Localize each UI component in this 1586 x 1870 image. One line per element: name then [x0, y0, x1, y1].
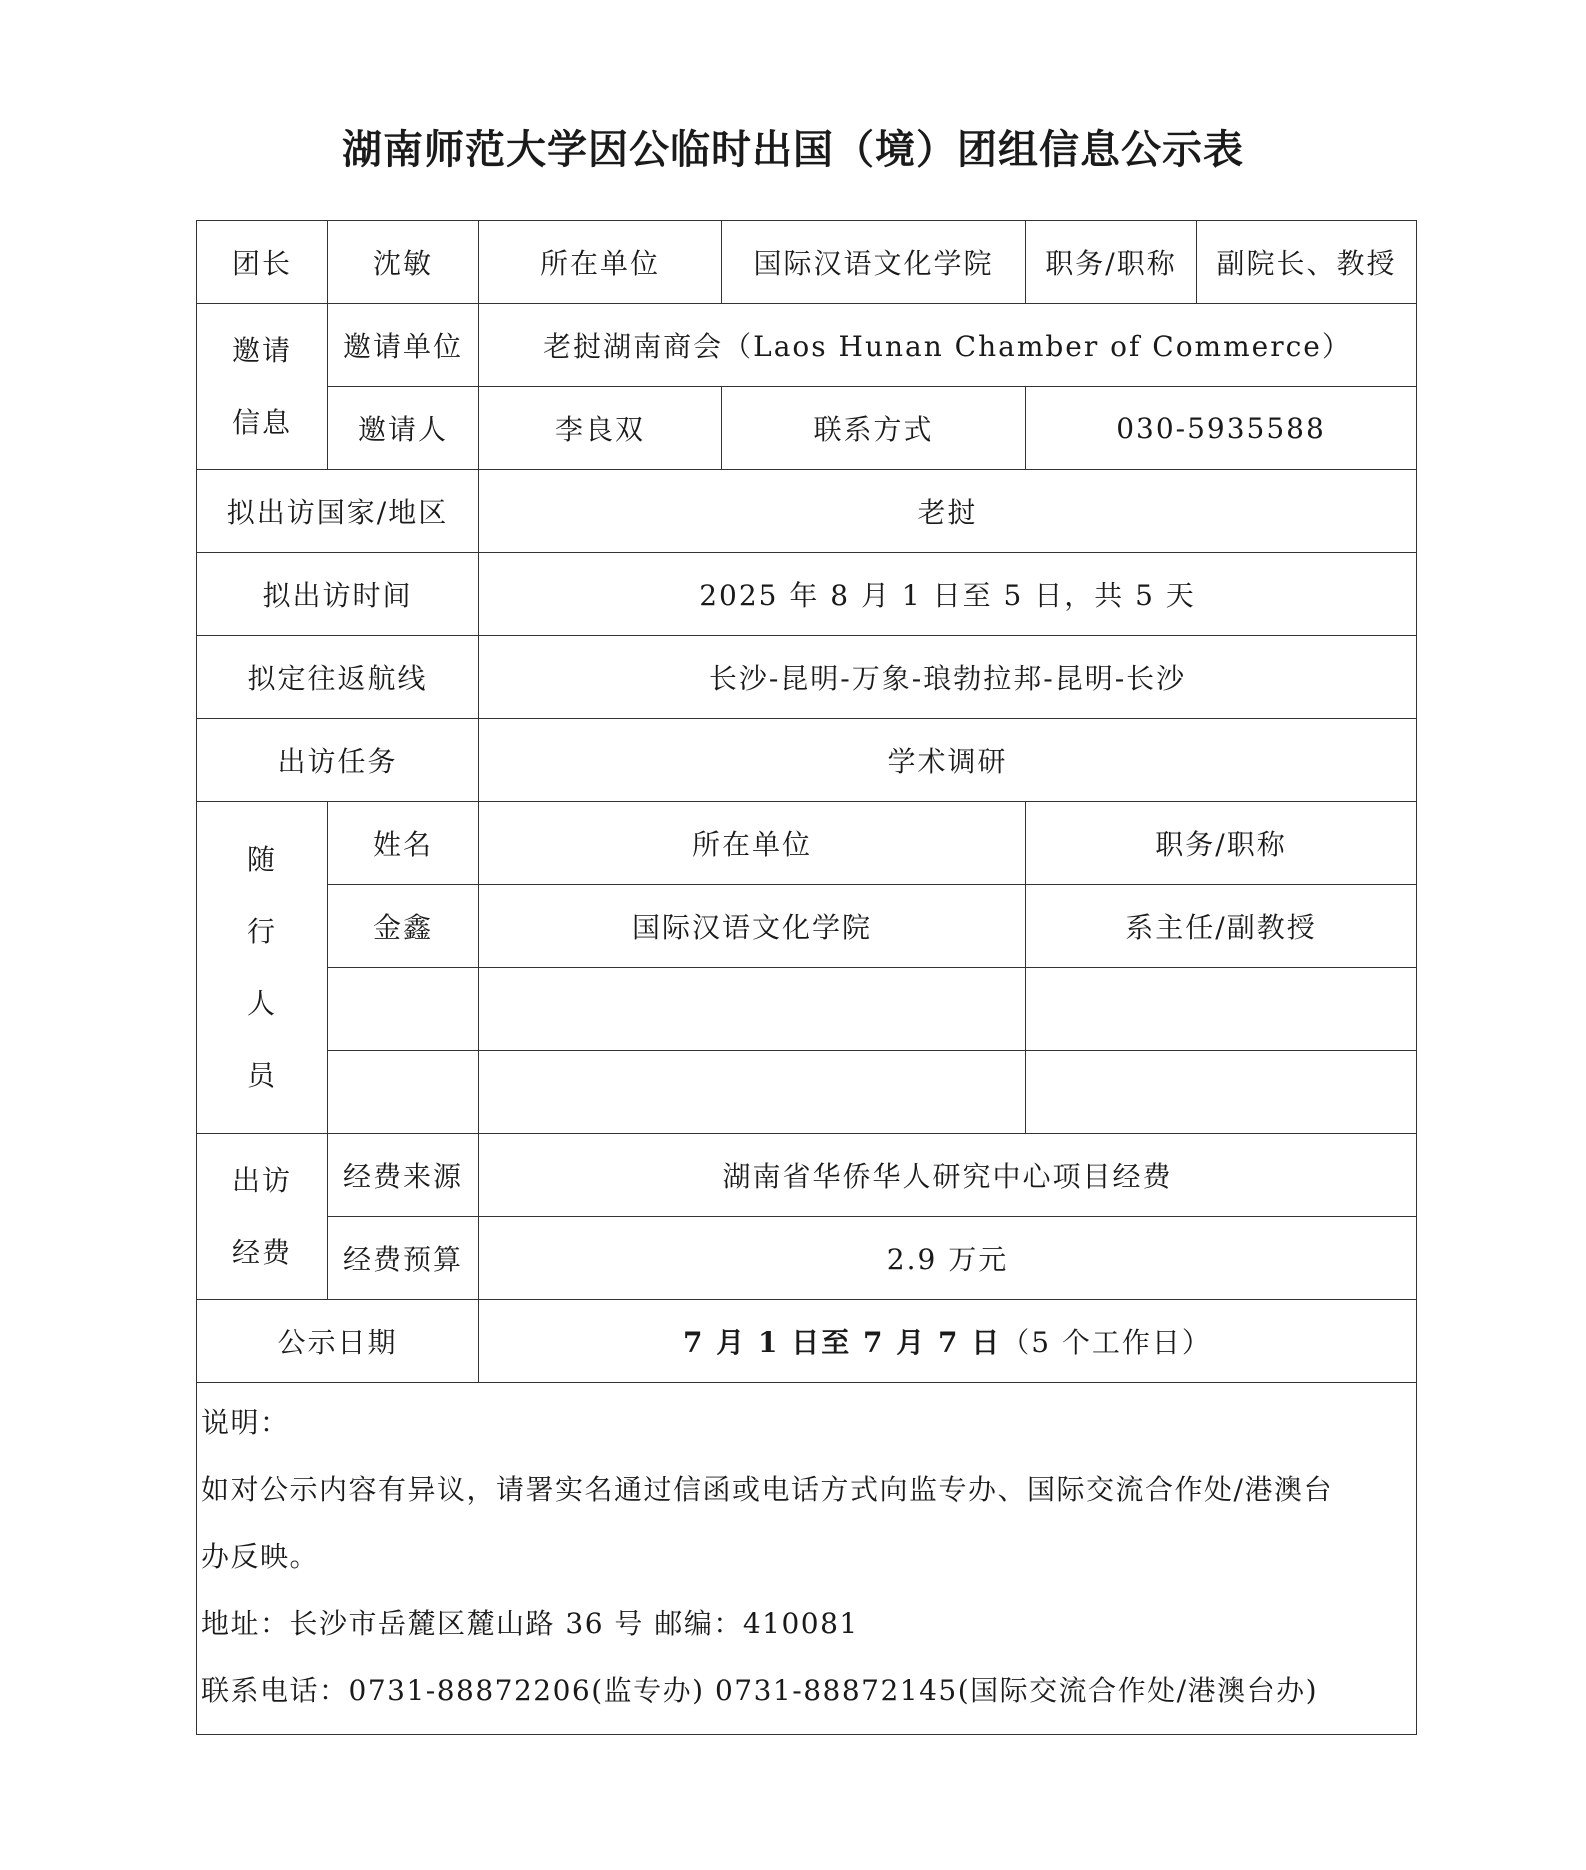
leader-position-label: 职务/职称: [1026, 221, 1197, 304]
funding-source: 湖南省华侨华人研究中心项目经费: [479, 1134, 1417, 1217]
funding-budget-row: [197, 1217, 1417, 1300]
task-value: 学术调研: [479, 719, 1417, 802]
members-group-label-char: 随: [246, 842, 277, 876]
member-row: [197, 1051, 1417, 1134]
schedule-value: 2025 年 8 月 1 日至 5 日，共 5 天: [479, 553, 1417, 636]
member-position: 系主任/副教授: [1026, 885, 1417, 968]
invitation-org-row: [197, 304, 1417, 387]
member-unit: [479, 968, 1026, 1051]
member-row: [197, 968, 1417, 1051]
member-position: [1026, 968, 1417, 1051]
page-title: 湖南师范大学因公临时出国（境）团组信息公示表: [342, 127, 1244, 173]
notice-label: 公示日期: [197, 1300, 479, 1383]
destination-value: 老挝: [479, 470, 1417, 553]
notes-line: 办反映。: [201, 1540, 320, 1573]
invitation-group-label: [197, 304, 328, 470]
invitation-group-label-2: 信息: [231, 405, 292, 439]
member-position: [1026, 1051, 1417, 1134]
route-value: 长沙-昆明-万象-琅勃拉邦-昆明-长沙: [479, 636, 1417, 719]
members-group-label-char: 行: [246, 914, 277, 948]
notes-address: 地址：长沙市岳麓区麓山路 36 号 邮编：410081: [201, 1607, 859, 1640]
leader-unit: 国际汉语文化学院: [722, 221, 1026, 304]
notes-cell: [197, 1383, 1417, 1735]
invitation-group-label-1: 邀请: [231, 333, 292, 367]
funding-group-label: [197, 1134, 328, 1300]
task-label: 出访任务: [197, 719, 479, 802]
task-row: [197, 719, 1417, 802]
members-header-name: 姓名: [328, 802, 479, 885]
leader-label: 团长: [197, 221, 328, 304]
notes-line: 如对公示内容有异议，请署实名通过信函或电话方式向监专办、国际交流合作处/港澳台: [201, 1473, 1333, 1506]
notes-heading: 说明：: [201, 1406, 290, 1439]
notice-value: [479, 1300, 1417, 1383]
invitation-person-row: [197, 387, 1417, 470]
funding-group-label-1: 出访: [231, 1163, 292, 1197]
member-name: [328, 1051, 479, 1134]
members-header-row: [197, 802, 1417, 885]
members-group-label-char: 人: [246, 986, 277, 1020]
destination-row: [197, 470, 1417, 553]
member-unit: 国际汉语文化学院: [479, 885, 1026, 968]
info-table: [196, 220, 1417, 1735]
invitation-org-label: 邀请单位: [328, 304, 479, 387]
funding-group-label-2: 经费: [231, 1235, 292, 1269]
notice-range-suffix: （5 个工作日）: [1001, 1326, 1212, 1359]
members-group-label-char: 员: [246, 1058, 277, 1092]
notice-row: [197, 1300, 1417, 1383]
members-group-label: [197, 802, 328, 1134]
schedule-row: [197, 553, 1417, 636]
leader-name: 沈敏: [328, 221, 479, 304]
invitation-person: 李良双: [479, 387, 722, 470]
funding-source-label: 经费来源: [328, 1134, 479, 1217]
leader-row: [197, 221, 1417, 304]
route-row: [197, 636, 1417, 719]
route-label: 拟定往返航线: [197, 636, 479, 719]
member-name: 金鑫: [328, 885, 479, 968]
notes-phone: 联系电话：0731-88872206(监专办) 0731-88872145(国际交流合作处/港澳台办): [201, 1674, 1319, 1707]
funding-source-row: [197, 1134, 1417, 1217]
notes-row: [197, 1383, 1417, 1735]
invitation-contact-label: 联系方式: [722, 387, 1026, 470]
funding-budget: 2.9 万元: [479, 1217, 1417, 1300]
invitation-org: 老挝湖南商会（Laos Hunan Chamber of Commerce）: [479, 304, 1417, 387]
schedule-label: 拟出访时间: [197, 553, 479, 636]
member-name: [328, 968, 479, 1051]
leader-position: 副院长、教授: [1197, 221, 1417, 304]
invitation-contact: 030-5935588: [1026, 387, 1417, 470]
notice-range: 7 月 1 日至 7 月 7 日: [683, 1326, 1002, 1359]
leader-unit-label: 所在单位: [479, 221, 722, 304]
destination-label: 拟出访国家/地区: [197, 470, 479, 553]
invitation-person-label: 邀请人: [328, 387, 479, 470]
member-row: [197, 885, 1417, 968]
members-header-unit: 所在单位: [479, 802, 1026, 885]
members-header-position: 职务/职称: [1026, 802, 1417, 885]
member-unit: [479, 1051, 1026, 1134]
funding-budget-label: 经费预算: [328, 1217, 479, 1300]
